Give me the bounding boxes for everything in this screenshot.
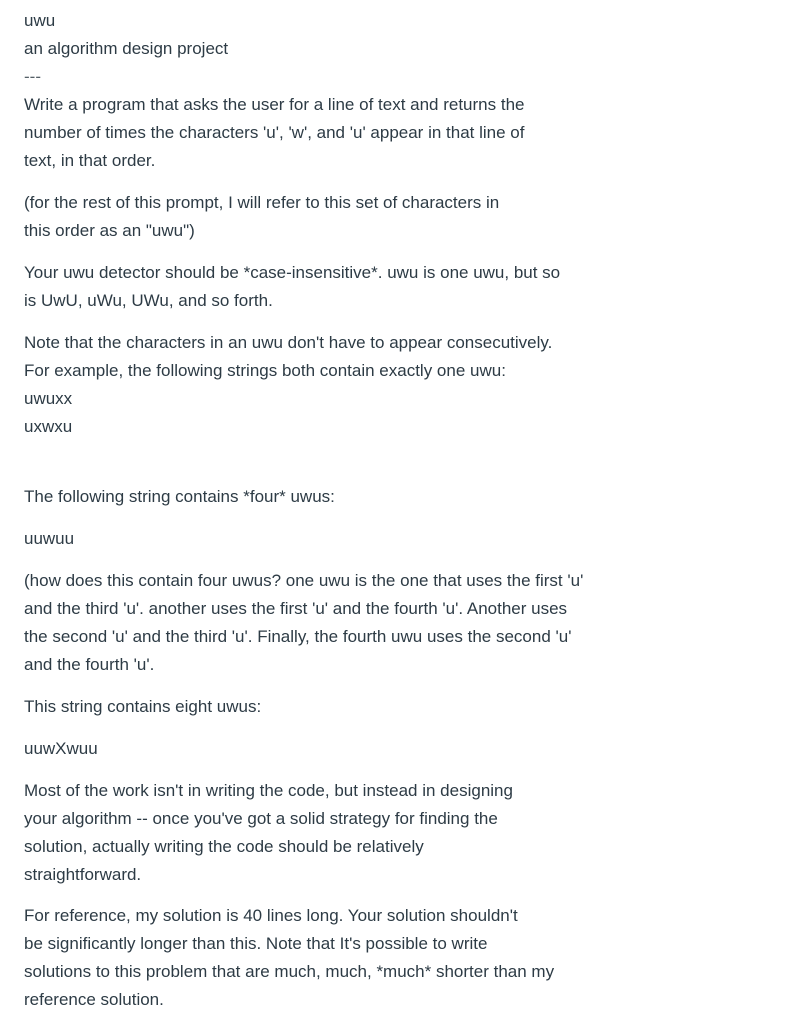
paragraph-line: reference solution. — [24, 990, 164, 1009]
example-string: uuwXwuu — [24, 739, 98, 758]
paragraph-line: solutions to this problem that are much, much, *much* shorter than my — [24, 962, 555, 981]
paragraph-line: Your uwu detector should be *case-insensitive*. uwu is one uwu, but so — [24, 263, 561, 282]
paragraph-line: and the fourth 'u'. — [24, 655, 155, 674]
example-string: uxwxu — [24, 417, 73, 436]
paragraph-line: Note that the characters in an uwu don't have to appear consecutively. — [24, 333, 553, 352]
example-string: uuwuu — [24, 529, 75, 548]
paragraph-line: and the third 'u'. another uses the first 'u' and the fourth 'u'. Another uses — [24, 599, 568, 618]
separator: --- — [24, 67, 41, 86]
paragraph-line: is UwU, uWu, UWu, and so forth. — [24, 291, 273, 310]
doc-title: uwu — [24, 11, 56, 30]
paragraph-line: Most of the work isn't in writing the code, but instead in designing — [24, 781, 513, 800]
doc-subtitle: an algorithm design project — [24, 39, 229, 58]
paragraph-line: the second 'u' and the third 'u'. Finally, the fourth uwu uses the second 'u' — [24, 627, 572, 646]
example-string: uwuxx — [24, 389, 73, 408]
paragraph-line: number of times the characters 'u', 'w', and 'u' appear in that line of — [24, 123, 525, 142]
paragraph-line: your algorithm -- once you've got a solid strategy for finding the — [24, 809, 498, 828]
paragraph-line: For example, the following strings both contain exactly one uwu: — [24, 361, 506, 380]
paragraph-line: be significantly longer than this. Note that It's possible to write — [24, 934, 488, 953]
paragraph-line: The following string contains *four* uwus: — [24, 487, 335, 506]
paragraph-line: straightforward. — [24, 865, 142, 884]
paragraph-line: (for the rest of this prompt, I will refer to this set of characters in — [24, 193, 500, 212]
paragraph-line: text, in that order. — [24, 151, 156, 170]
paragraph-line: This string contains eight uwus: — [24, 697, 262, 716]
paragraph-line: Write a program that asks the user for a line of text and returns the — [24, 95, 525, 114]
paragraph-line: solution, actually writing the code should be relatively — [24, 837, 424, 856]
paragraph-line: (how does this contain four uwus? one uwu is the one that uses the first 'u' — [24, 571, 584, 590]
paragraph-line: this order as an "uwu") — [24, 221, 195, 240]
paragraph-line: For reference, my solution is 40 lines long. Your solution shouldn't — [24, 906, 518, 925]
